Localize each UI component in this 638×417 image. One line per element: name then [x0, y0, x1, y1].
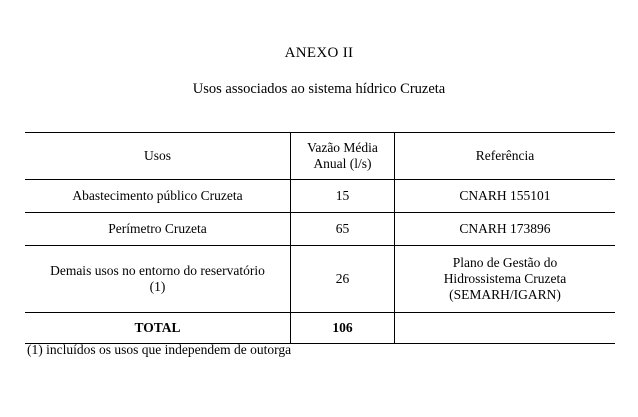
- total-value: 106: [291, 313, 395, 344]
- cell-reference-line2: Hidrossistema Cruzeta: [443, 271, 567, 286]
- column-header-flow: [291, 133, 395, 180]
- cell-flow: 65: [291, 213, 395, 246]
- column-header-flow-line1: Vazão Média: [307, 140, 378, 155]
- column-header-uses: Usos: [25, 133, 291, 180]
- cell-use: Perímetro Cruzeta: [25, 213, 291, 246]
- cell-use: [25, 246, 291, 313]
- table-total-row: [25, 313, 615, 344]
- cell-reference-line3: (SEMARH/IGARN): [449, 287, 561, 302]
- cell-reference: [395, 246, 616, 313]
- column-header-reference: Referência: [395, 133, 616, 180]
- table-row: [25, 246, 615, 313]
- cell-use-line1: Demais usos no entorno do reservatório: [50, 263, 265, 278]
- uses-table-container: [25, 132, 613, 344]
- table-row: [25, 180, 615, 213]
- uses-table: [25, 132, 615, 344]
- cell-use: Abastecimento público Cruzeta: [25, 180, 291, 213]
- column-header-flow-line2: Anual (l/s): [313, 156, 372, 171]
- cell-use-line2: (1): [149, 279, 166, 294]
- page-subtitle: Usos associados ao sistema hídrico Cruzeta: [192, 81, 446, 97]
- table-header-row: [25, 133, 615, 180]
- cell-flow: 15: [291, 180, 395, 213]
- page-title: ANEXO II: [284, 45, 354, 61]
- total-label: TOTAL: [25, 313, 291, 344]
- cell-reference: CNARH 173896: [395, 213, 616, 246]
- total-reference: [395, 313, 616, 344]
- table-row: [25, 213, 615, 246]
- table-footnote: (1) incluídos os usos que independem de outorga: [27, 342, 292, 357]
- cell-reference-line1: Plano de Gestão do: [452, 255, 558, 270]
- cell-reference: CNARH 155101: [395, 180, 616, 213]
- cell-flow: 26: [291, 246, 395, 313]
